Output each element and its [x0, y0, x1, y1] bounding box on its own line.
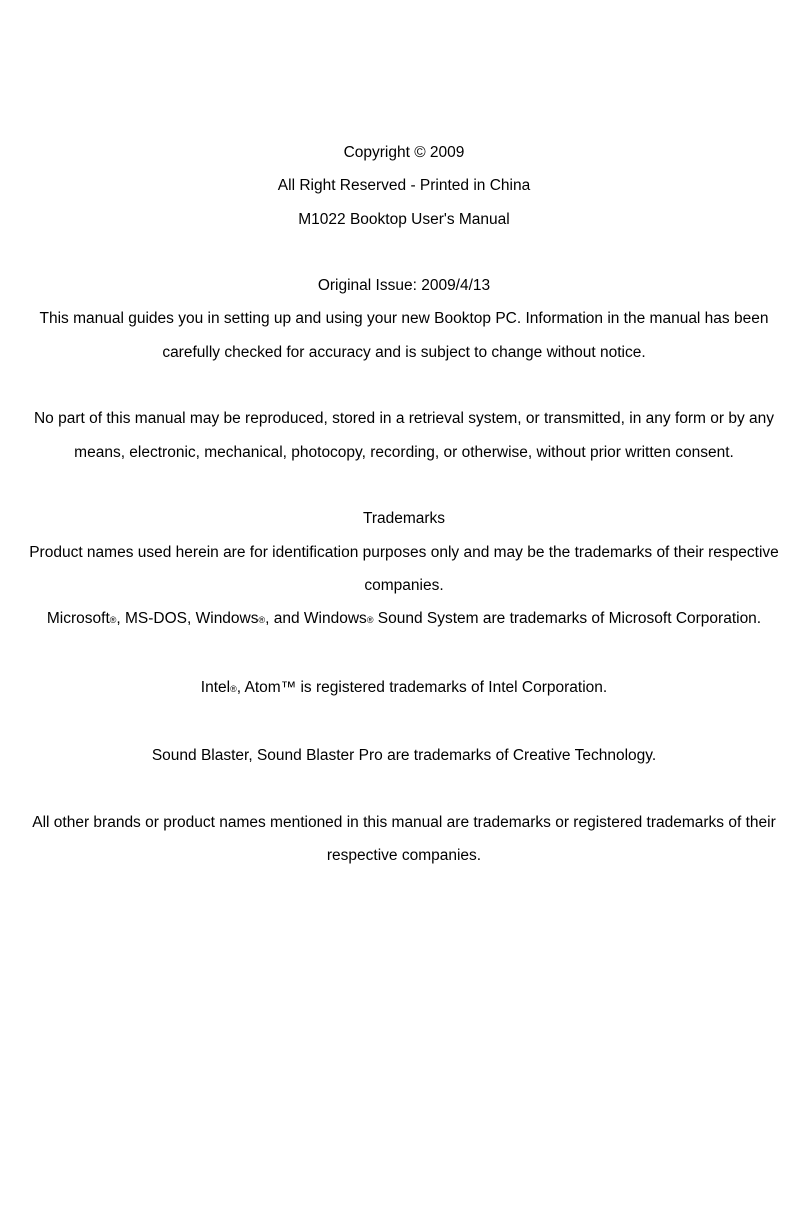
- other-brands-line-2: respective companies.: [326, 847, 482, 865]
- registered-mark: ®: [109, 615, 117, 626]
- original-issue: Original Issue: 2009/4/13: [317, 277, 491, 295]
- intro-line-2: carefully checked for accuracy and is subject to change without notice.: [162, 343, 646, 361]
- intel-rest: , Atom™ is registered trademarks of Intel Corporation.: [236, 678, 608, 696]
- spacer: [20, 637, 788, 670]
- microsoft-trademark-line: [20, 602, 788, 637]
- reproduction-line-2: means, electronic, mechanical, photocopy, recording, or otherwise, without prior written consent.: [74, 443, 734, 461]
- product-names-line-2: companies.: [364, 576, 444, 594]
- microsoft-part-4: Sound System are trademarks of Microsoft Corporation.: [373, 610, 762, 628]
- spacer: [20, 773, 788, 806]
- spacer: [20, 706, 788, 739]
- product-names-line-1: Product names used herein are for identification purposes only and may be the trademarks of their respective: [29, 543, 779, 561]
- rights-line: All Right Reserved - Printed in China: [277, 177, 531, 195]
- intro-line-1: This manual guides you in setting up and using your new Booktop PC. Information in the manual has been: [39, 310, 769, 328]
- registered-mark: ®: [230, 683, 237, 694]
- intel-name: Intel: [200, 678, 231, 696]
- microsoft-part-2: , MS-DOS, Windows: [116, 610, 259, 628]
- sound-blaster-line: Sound Blaster, Sound Blaster Pro are trademarks of Creative Technology.: [151, 747, 657, 765]
- manual-title: M1022 Booktop User's Manual: [298, 210, 510, 228]
- copyright-line: Copyright © 2009: [343, 144, 465, 161]
- intel-trademark-line: [20, 671, 788, 706]
- spacer: [20, 236, 788, 269]
- reproduction-line-1: No part of this manual may be reproduced, stored in a retrieval system, or transmitted, in any form or by any: [33, 410, 775, 428]
- copyright-notice: [20, 136, 788, 873]
- spacer: [20, 369, 788, 402]
- microsoft-name: Microsoft: [46, 610, 110, 628]
- microsoft-part-3: , and Windows: [265, 610, 367, 628]
- trademarks-heading: Trademarks: [362, 510, 446, 528]
- registered-mark: ®: [258, 615, 266, 626]
- other-brands-line-1: All other brands or product names mentioned in this manual are trademarks or registered trademarks of their: [32, 813, 776, 831]
- registered-mark: ®: [366, 615, 374, 626]
- spacer: [20, 469, 788, 502]
